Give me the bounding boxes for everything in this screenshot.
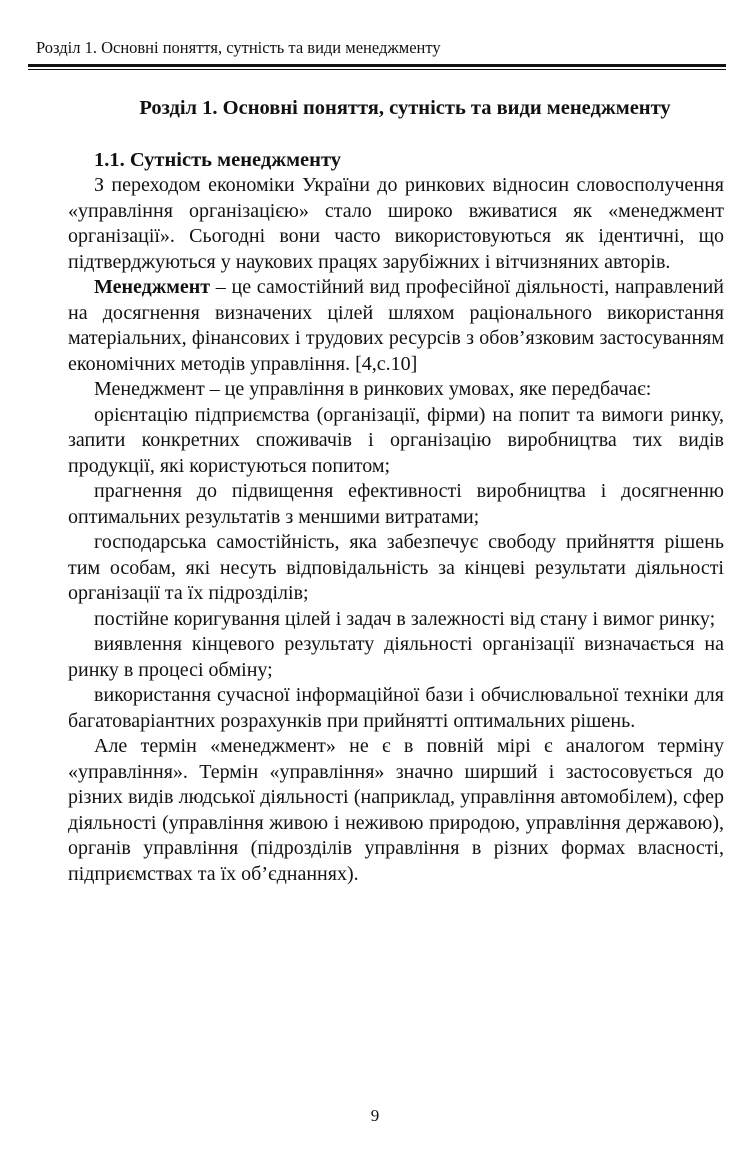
list-item-independence: господарська самостійність, яка забезпечує свободу прийняття рішень тим особам, які несуть відповідальність за кінцеві результати діяльності організації та їх підрозділів; — [68, 531, 724, 604]
chapter-title: Розділ 1. Основні поняття, сутність та види менеджменту — [139, 97, 671, 119]
list-item-orientation: орієнтацію підприємства (організації, фірми) на попит та вимоги ринку, запити конкретних споживачів і організацію виробництва тих видів продукції, які користуються попитом; — [68, 403, 724, 477]
paragraph-term-comparison: Але термін «менеджмент» не є в повній мірі є аналогом терміну «управління». Термін «управління» значно ширший і застосовується до різних видів людської діяльності (наприклад, управління автомобілем), сфер діяльності (управління живою і неживою природою, управління державою), органів управління (підрозділів управління в різних формах власності, підприємствах та їх об’єднаннях). — [68, 735, 724, 885]
header-rule-thin — [28, 69, 726, 70]
list-item-result: виявлення кінцевого результату діяльності організації визначається на ринку в процесі обміну; — [68, 633, 724, 681]
section-title: 1.1. Сутність менеджменту — [94, 148, 341, 171]
header-rule-thick — [28, 64, 726, 67]
running-header: Розділ 1. Основні поняття, сутність та види менеджменту — [36, 38, 441, 57]
definition-text: – це самостійний вид професійної діяльності, направлений на досягнення визначених цілей шляхом раціонального використання матеріальних, фінансових і трудових ресурсів з обов’язковим застосуванням економічних методів управління. [4,с.10] — [68, 276, 724, 375]
list-item-technology: використання сучасної інформаційної бази і обчислювальної техніки для багатоваріантних розрахунків при прийнятті оптимальних рішень. — [68, 684, 724, 732]
list-item-efficiency: прагнення до підвищення ефективності виробництва і досягненню оптимальних результатів з меншими витратами; — [68, 480, 724, 528]
paragraph-intro: З переходом економіки України до ринкових відносин словосполучення «управління організацією» стало широко вживатися як «менеджмент організації». Сьогодні вони часто використовуються як ідентичні, що підтверджуються у наукових працях зарубіжних і вітчизняних авторів. — [68, 174, 724, 273]
page-number: 9 — [370, 1106, 380, 1125]
page-body — [68, 96, 724, 887]
paragraph-market-conditions: Менеджмент – це управління в ринкових умовах, яке передбачає: — [94, 378, 652, 400]
paragraph-definition — [68, 275, 724, 377]
defined-term: Менеджмент — [94, 276, 211, 298]
list-item-adjustment: постійне коригування цілей і задач в залежності від стану і вимог ринку; — [94, 607, 716, 630]
